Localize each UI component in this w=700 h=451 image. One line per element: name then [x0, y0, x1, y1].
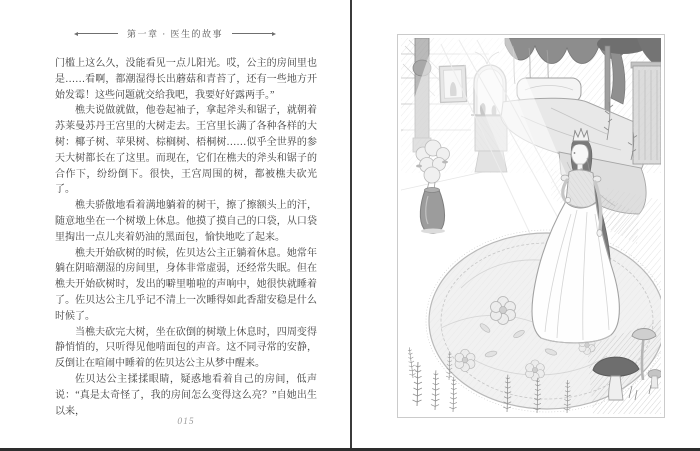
wardrobe [631, 62, 661, 164]
paragraph: 樵夫说做就做，他卷起袖子，拿起斧头和锯子，就朝着苏莱曼苏丹王宫里的大树走去。王宫里长满了各种各样的大树：椰子树、苹果树、棕榈树、梧桐树……似乎全世界的参天大树都长在了这里。而现在，它们在樵夫的斧头和锯子的合作下，纷纷倒下。很快，王宫周围的树，都被樵夫砍光了。 [55, 105, 317, 196]
page-number: 015 [177, 417, 195, 427]
illustration-frame [397, 34, 665, 418]
paragraph: 樵夫骄傲地看着满地躺着的树干，擦了擦额头上的汗，随意地坐在一个树墩上休息。他摸了摸自己的口袋，从口袋里掏出一点儿夹着奶油的黑面包，愉快地吃了起来。 [55, 200, 317, 243]
right-page [352, 0, 700, 451]
paragraph: 樵夫开始砍树的时候，佐贝达公主正躺着休息。她常年躺在阴暗潮湿的房间里，身体非常虚弱，还经常失眠。但在樵夫开始砍树时，发出的噼里啪啦的声响中，她很快就睡着了。佐贝达公主几乎记不清上一次睡得如此香甜安稳是什么时候了。 [55, 247, 317, 322]
paragraph: 门槛上这么久，没能看见一点儿阳光。哎，公主的房间里也是……看啊，都潮湿得长出蘑菇和青苔了，还有一些地方开始发霉！这些问题就交给我吧，我要好好露两手。” [55, 58, 317, 101]
paragraph: 当樵夫砍完大树，坐在砍倒的树墩上休息时，四周变得静悄悄的，只听得见他啃面包的声音。这不同寻常的安静，反倒让在喧闹中睡着的佐贝达公主从梦中醒来。 [55, 326, 317, 370]
chapter-header [0, 27, 350, 40]
header-right-ornament-icon [232, 32, 276, 36]
paragraph: 佐贝达公主揉揉眼睛，疑惑地看着自己的房间，低声说：“真是太奇怪了，我的房间怎么变得这么亮？”自她出生以来， [55, 373, 317, 417]
princess-bedroom-illustration [401, 38, 661, 414]
header-left-ornament-icon [74, 32, 118, 36]
chapter-title: 第一章 · 医生的故事 [127, 29, 223, 39]
princess-head [572, 143, 589, 165]
body-text [55, 56, 317, 419]
